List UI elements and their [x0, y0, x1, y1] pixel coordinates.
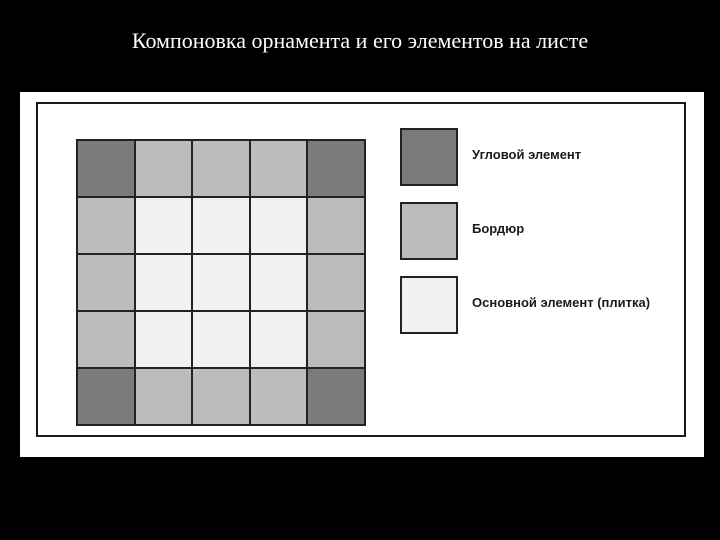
legend-swatch-tile [400, 276, 458, 334]
figure-panel [20, 92, 704, 457]
legend-label-corner: Угловой элемент [472, 147, 582, 162]
figure-frame [36, 102, 686, 437]
legend-swatch-corner [400, 128, 458, 186]
legend-item-tile [400, 276, 680, 334]
legend-item-corner [400, 128, 680, 186]
legend [38, 104, 684, 435]
legend-item-border [400, 202, 680, 260]
slide-title: Компоновка орнамента и его элементов на листе [131, 28, 589, 53]
legend-label-tile: Основной элемент (плитка) [472, 295, 651, 310]
legend-swatch-border [400, 202, 458, 260]
legend-label-border: Бордюр [472, 221, 525, 236]
